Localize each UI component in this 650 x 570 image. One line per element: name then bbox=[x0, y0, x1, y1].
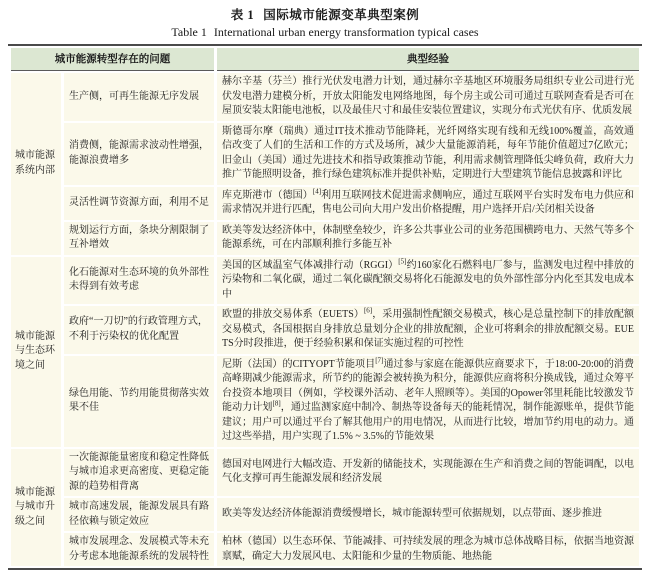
problem-cell: 城市发展理念、发展模式等未充分考虑本地能源系统的发展特性 bbox=[64, 533, 214, 566]
table-row bbox=[11, 306, 639, 354]
caption-cn-text: 国际城市能源变革典型案例 bbox=[263, 8, 420, 22]
group-cell-energy-system: 城市能源系统内部 bbox=[11, 73, 61, 255]
experience-cell: 尼斯（法国）的CITYOPT节能项目[7]通过参与家庭在能源供应商要求下，于18:00-20:00的消费高峰期减少能源需求，所节约的能源会被转换为积分，能源供应商将积分换成钱，通过众筹平台投资本地项目（例如，学校课外活动、老年人照顾等）。美国的Opower邻里耗能比较激发节能动力计划[8]，通过监测家庭中制冷、制热等设备每天的能耗情况，制作能源账单，提供节能建议；用户可以通过平台了解其他用户的用电情况，从而进行比较，增加节约用电的动力。通过这些举措，用户实现了1.5% ~ 3.5%的节能效果 bbox=[217, 356, 639, 447]
experience-cell: 美国的区域温室气体减排行动（RGGI）[5]约160家化石燃料电厂参与，监测发电过程中排放的污染物和二氧化碳，通过二氧化碳配额交易将化石能源发电的负外部性部分内化至其发电成本中 bbox=[217, 257, 639, 305]
problem-cell: 灵活性调节资源方面，利用不足 bbox=[64, 187, 214, 220]
table-row bbox=[11, 123, 639, 185]
problem-cell: 消费侧，能源需求波动性增强，能源浪费增多 bbox=[64, 123, 214, 185]
table-row bbox=[11, 533, 639, 566]
problem-cell: 化石能源对生态环境的负外部性未得到有效考虑 bbox=[64, 257, 214, 305]
caption-cn-label: 表 1 bbox=[230, 8, 255, 22]
group-cell-eco-environment: 城市能源与生态环境之间 bbox=[11, 257, 61, 447]
table-row bbox=[11, 356, 639, 447]
experience-cell: 斯德哥尔摩（瑞典）通过IT技术推动节能降耗，光纤网络实现有线和无线100%覆盖，高效通信改变了人们的生活和工作的方式及场所，减少大量能源消耗，每年节能价值超过7亿欧元；旧金山（美国）通过先进技术和指导政策推动节能，利用需求侧管理降低尖峰负荷，政府大力推广节能照明设备，推行绿色建筑标准并提供补贴，定期进行大型建筑节能信息披露和评比 bbox=[217, 123, 639, 185]
problem-cell: 政府“一刀切”的行政管理方式，不利于污染权的优化配置 bbox=[64, 306, 214, 354]
column-header-experience: 典型经验 bbox=[217, 48, 639, 71]
experience-cell: 赫尔辛基（芬兰）推行光伏发电潜力计划，通过赫尔辛基地区环境服务局组织专业公司进行光伏发电潜力建模分析，开放太阳能发电网络地图，每个房主或公司可通过互联网查看是否可在屋顶安装太阳能电池板，以及最佳尺寸和最佳安装位置建议，实现分布式光伏有序、优质发展 bbox=[217, 73, 639, 121]
problem-cell: 规划运行方面，条块分割限制了互补增效 bbox=[64, 222, 214, 255]
table-row bbox=[11, 498, 639, 531]
experience-cell: 德国对电网进行大幅改造、开发新的储能技术，实现能源在生产和消费之间的智能调配，以电气化支撑可再生能源发展和经济发展 bbox=[217, 449, 639, 497]
problem-cell: 生产侧，可再生能源无序发展 bbox=[64, 73, 214, 121]
typical-cases-table bbox=[8, 44, 642, 570]
table-row bbox=[11, 257, 639, 305]
experience-cell: 欧盟的排放交易体系（EUETS）[6]，采用强制性配额交易模式，核心是总量控制下的排放配额交易模式，各国根据自身排放总量划分企业的排放配额，企业可将剩余的排放配额交易。EUETS分时段推进，便于经验积累和保证实施过程的可控性 bbox=[217, 306, 639, 354]
problem-cell: 绿色用能、节约用能贯彻落实效果不佳 bbox=[64, 356, 214, 447]
caption-en-label: Table 1 bbox=[171, 25, 207, 39]
header-row bbox=[11, 48, 639, 71]
experience-cell: 柏林（德国）以生态环保、节能减排、可持续发展的理念为城市总体战略目标，依据当地资源禀赋，确定大力发展风电、太阳能和少量的生物质能、地热能 bbox=[217, 533, 639, 566]
table-row bbox=[11, 449, 639, 497]
table-caption-en bbox=[0, 25, 650, 40]
table-caption-cn bbox=[0, 5, 650, 23]
experience-cell: 库克斯港市（德国）[4]利用互联网技术促进需求侧响应，通过互联网平台实时发布电力供应和需求情况并进行匹配，售电公司向大用户发出价格提醒，用户选择开启/关闭相关设备 bbox=[217, 187, 639, 220]
table-row bbox=[11, 222, 639, 255]
experience-cell: 欧美等发达经济体能源消费缓慢增长，城市能源转型可依据规划，以点带面、逐步推进 bbox=[217, 498, 639, 531]
table-row bbox=[11, 187, 639, 220]
table-caption bbox=[0, 5, 650, 40]
problem-cell: 城市高速发展，能源发展具有路径依赖与锁定效应 bbox=[64, 498, 214, 531]
experience-cell: 欧美等发达经济体中，体制壁垒较少，许多公共事业公司的业务范围横跨电力、天然气等多个能源系统，可在内部顺利推行多能互补 bbox=[217, 222, 639, 255]
caption-en-text: International urban energy transformation typical cases bbox=[213, 25, 479, 39]
problem-cell: 一次能源能量密度和稳定性降低与城市追求更高密度、更稳定能源的趋势相背离 bbox=[64, 449, 214, 497]
table-row bbox=[11, 73, 639, 121]
column-header-problem: 城市能源转型存在的问题 bbox=[11, 48, 214, 71]
group-cell-urban-upgrade: 城市能源与城市升级之间 bbox=[11, 449, 61, 567]
